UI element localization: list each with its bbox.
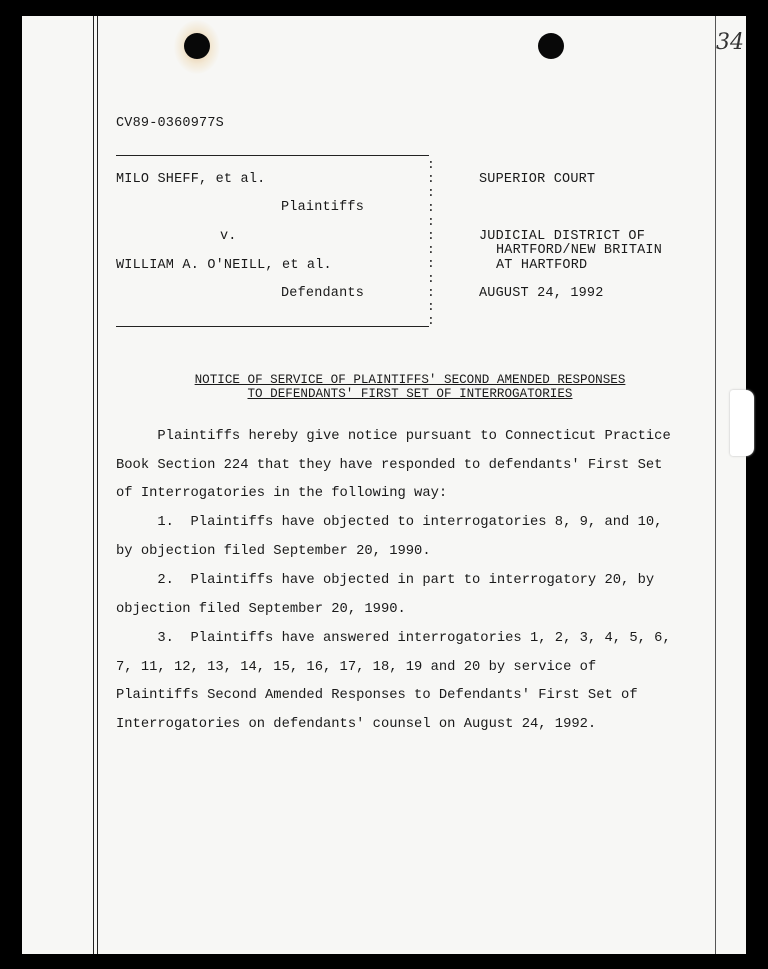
district-line-1: JUDICIAL DISTRICT OF bbox=[479, 229, 646, 244]
body-line: objection filed September 20, 1990. bbox=[116, 602, 406, 617]
punch-hole-right bbox=[538, 33, 564, 59]
district-line-2: HARTFORD/NEW BRITAIN bbox=[496, 243, 663, 258]
versus: v. bbox=[220, 229, 237, 244]
district-line-3: AT HARTFORD bbox=[496, 258, 588, 273]
document-title-line-1: NOTICE OF SERVICE OF PLAINTIFFS' SECOND AMENDED RESPONSES bbox=[194, 373, 626, 387]
body-line: 2. Plaintiffs have objected in part to interrogatory 20, by bbox=[116, 573, 655, 588]
document-title-line-2: TO DEFENDANTS' FIRST SET OF INTERROGATORIES bbox=[247, 387, 573, 401]
paper-tab bbox=[730, 390, 754, 456]
body-line: 1. Plaintiffs have objected to interrogatories 8, 9, and 10, bbox=[116, 515, 663, 530]
defendant-party: WILLIAM A. O'NEILL, et al. bbox=[116, 258, 332, 273]
body-line: Plaintiffs hereby give notice pursuant to Connecticut Practice bbox=[116, 429, 671, 444]
document-page bbox=[22, 16, 746, 954]
left-margin-line bbox=[93, 16, 94, 954]
filing-date: AUGUST 24, 1992 bbox=[479, 286, 604, 301]
body-line: Plaintiffs Second Amended Responses to Defendants' First Set of bbox=[116, 688, 638, 703]
caption-bottom-rule bbox=[116, 326, 429, 327]
plaintiff-role: Plaintiffs bbox=[281, 200, 365, 215]
body-line: 3. Plaintiffs have answered interrogatories 1, 2, 3, 4, 5, 6, bbox=[116, 631, 671, 646]
defendant-role: Defendants bbox=[281, 286, 365, 301]
caption-top-rule bbox=[116, 155, 429, 156]
body-line: Book Section 224 that they have responded to defendants' First Set bbox=[116, 458, 663, 473]
caption-colon-column: : : : : : : : : : : : : bbox=[427, 157, 435, 329]
punch-hole-left bbox=[184, 33, 210, 59]
body-line: Interrogatories on defendants' counsel on August 24, 1992. bbox=[116, 717, 597, 732]
body-line: of Interrogatories in the following way: bbox=[116, 486, 448, 501]
handwritten-page-number: 34 bbox=[716, 30, 744, 55]
court-name: SUPERIOR COURT bbox=[479, 172, 596, 187]
body-line: 7, 11, 12, 13, 14, 15, 16, 17, 18, 19 and 20 by service of bbox=[116, 660, 597, 675]
body-line: by objection filed September 20, 1990. bbox=[116, 544, 431, 559]
case-number: CV89-0360977S bbox=[116, 116, 224, 131]
left-margin-line bbox=[97, 16, 98, 954]
right-margin-line bbox=[715, 16, 716, 954]
plaintiff-party: MILO SHEFF, et al. bbox=[116, 172, 266, 187]
